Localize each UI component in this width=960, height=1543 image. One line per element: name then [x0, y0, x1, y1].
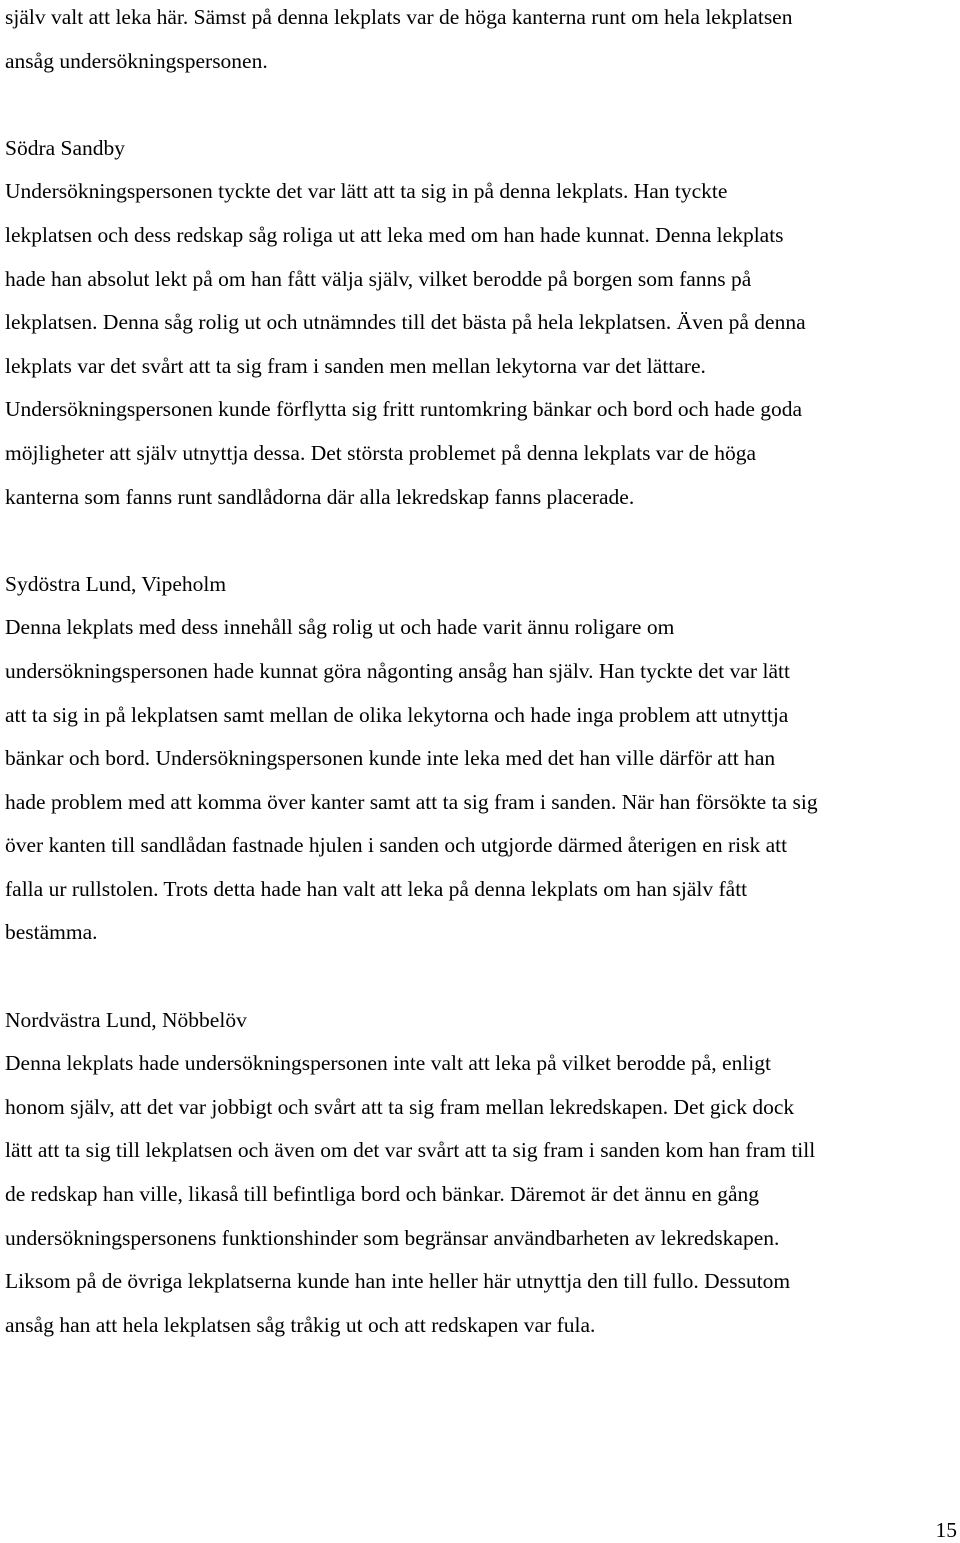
text-line: hade han absolut lekt på om han fått välja själv, vilket berodde på borgen som fanns på [5, 266, 752, 291]
text-line: Undersökningspersonen kunde förflytta sig fritt runtomkring bänkar och bord och hade goda [5, 397, 803, 422]
document-page [5, 0, 960, 1347]
text-line: Denna lekplats hade undersökningspersonen inte valt att leka på vilket berodde på, enligt [5, 1051, 772, 1076]
text-line: ansåg han att hela lekplatsen såg tråkig ut och att redskapen var fula. [5, 1312, 596, 1337]
section-heading-nordvastra-lund: Nordvästra Lund, Nöbbelöv [5, 1007, 247, 1032]
text-line: de redskap han ville, likaså till befintliga bord och bänkar. Däremot är det ännu en gång [5, 1182, 760, 1207]
text-line: att ta sig in på lekplatsen samt mellan de olika lekytorna och hade inga problem att utnyttja [5, 702, 789, 727]
text-line: hade problem med att komma över kanter samt att ta sig fram i sanden. När han försökte ta sig [5, 789, 818, 814]
text-line: lekplatsen och dess redskap såg roliga ut att leka med om han hade kunnat. Denna lekplats [5, 222, 784, 247]
section-heading-sodra-sandby: Södra Sandby [5, 135, 126, 160]
text-line: lekplatsen. Denna såg rolig ut och utnämndes till det bästa på hela lekplatsen. Även på denna [5, 310, 806, 335]
page-number: 15 [935, 1518, 957, 1542]
paragraph-gap [5, 519, 960, 563]
text-line: Denna lekplats med dess innehåll såg rolig ut och hade varit ännu roligare om [5, 615, 675, 640]
text-line: undersökningspersonens funktionshinder som begränsar användbarheten av lekredskapen. [5, 1225, 780, 1250]
text-line: falla ur rullstolen. Trots detta hade han valt att leka på denna lekplats om han själv fått [5, 876, 748, 901]
text-line: bestämma. [5, 920, 98, 945]
text-line: honom själv, att det var jobbigt och svårt att ta sig fram mellan lekredskapen. Det gick dock [5, 1094, 795, 1119]
text-line: Undersökningspersonen tyckte det var lätt att ta sig in på denna lekplats. Han tyckte [5, 179, 728, 204]
text-line: själv valt att leka här. Sämst på denna lekplats var de höga kanterna runt om hela lekplatsen [5, 5, 793, 29]
paragraph-gap [5, 955, 960, 999]
text-line: möjligheter att själv utnyttja dessa. Det största problemet på denna lekplats var de höga [5, 440, 757, 465]
text-line: Liksom på de övriga lekplatserna kunde han inte heller här utnyttja den till fullo. Dessutom [5, 1269, 791, 1294]
text-line: ansåg undersökningspersonen. [5, 48, 268, 73]
text-line: kanterna som fanns runt sandlådorna där alla lekredskap fanns placerade. [5, 484, 635, 509]
text-line: undersökningspersonen hade kunnat göra någonting ansåg han själv. Han tyckte det var lätt [5, 658, 790, 683]
section-heading-sydostra-lund: Sydöstra Lund, Vipeholm [5, 571, 227, 596]
text-line: lekplats var det svårt att ta sig fram i sanden men mellan lekytorna var det lättare. [5, 353, 706, 378]
text-line: över kanten till sandlådan fastnade hjulen i sanden och utgjorde därmed återigen en risk att [5, 833, 788, 858]
text-line: lätt att ta sig till lekplatsen och även om det var svårt att ta sig fram i sanden kom han fram till [5, 1138, 816, 1163]
text-line: bänkar och bord. Undersökningspersonen kunde inte leka med det han ville därför att han [5, 746, 776, 771]
paragraph-gap [5, 83, 960, 127]
